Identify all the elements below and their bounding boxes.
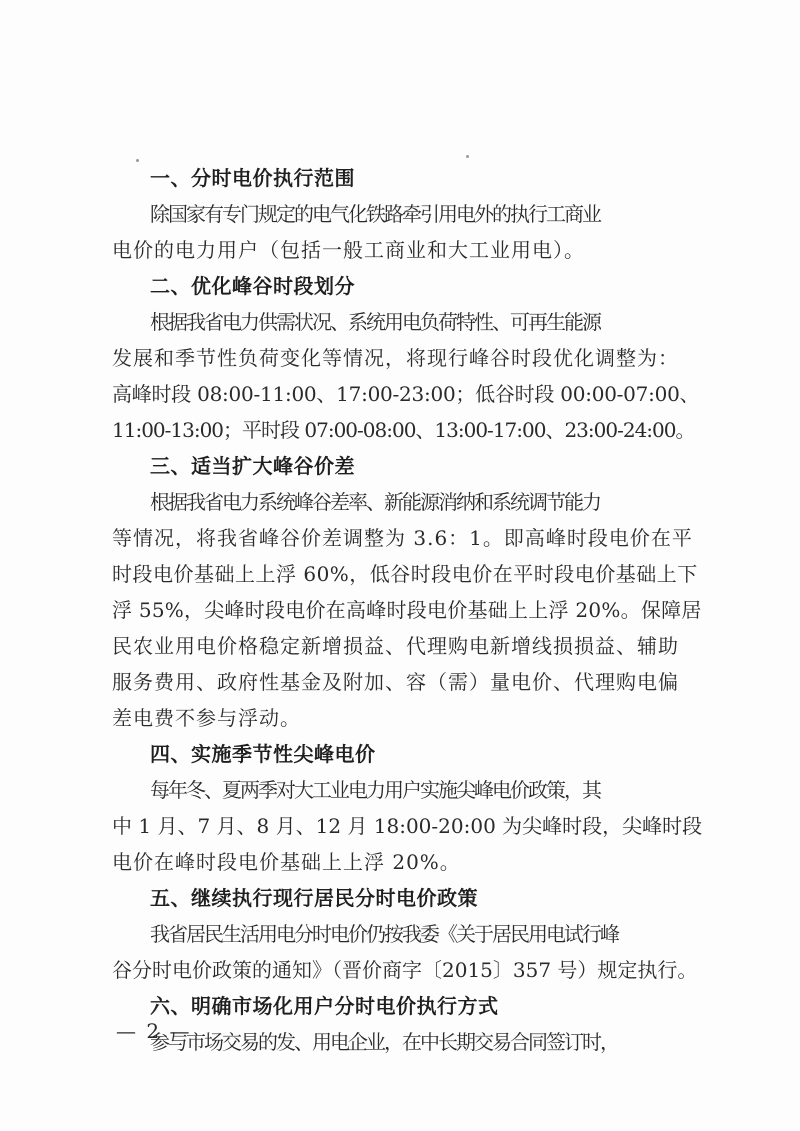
paragraph-line: 参与市场交易的发、用电企业，在中长期交易合同签订时， — [150, 1030, 618, 1054]
paragraph-line: 除国家有专门规定的电气化铁路牵引用电外的执行工商业 — [150, 202, 600, 226]
paragraph-line: 11:00-13:00；平时段 07:00-08:00、13:00-17:00、23:00-24:00。 — [112, 418, 695, 442]
paragraph-line: 电价在峰时段电价基础上上浮 20%。 — [112, 850, 461, 874]
paragraph-line: 中 1 月、7 月、8 月、12 月 18:00-20:00 为尖峰时段，尖峰时段 — [112, 814, 703, 838]
paragraph-line: 浮 55%，尖峰时段电价在高峰时段电价基础上上浮 20%。保障居 — [112, 598, 702, 622]
paragraph-line: 差电费不参与浮动。 — [112, 706, 301, 730]
paragraph-line: 每年冬、夏两季对大工业电力用户实施尖峰电价政策，其 — [150, 778, 600, 802]
section-heading: 三、适当扩大峰谷价差 — [150, 454, 355, 478]
section-paragraph — [112, 304, 702, 448]
section-heading: 一、分时电价执行范围 — [150, 166, 355, 190]
paragraph-line: 服务费用、政府性基金及附加、容（需）量电价、代理购电偏 — [112, 670, 679, 694]
paragraph-line: 等情况，将我省峰谷价差调整为 3.6：1。即高峰时段电价在平 — [112, 526, 693, 550]
scan-mark — [466, 155, 469, 158]
section-heading: 四、实施季节性尖峰电价 — [150, 742, 376, 766]
document-body — [112, 160, 702, 1060]
section-heading: 五、继续执行现行居民分时电价政策 — [150, 886, 478, 910]
paragraph-line: 我省居民生活用电分时电价仍按我委《关于居民用电试行峰 — [150, 922, 618, 946]
paragraph-line: 时段电价基础上上浮 60%，低谷时段电价在平时段电价基础上下 — [112, 562, 698, 586]
page-number: — 2 — — [116, 1019, 192, 1043]
paragraph-line: 电价的电力用户（包括一般工商业和大工业用电）。 — [112, 238, 585, 262]
section-paragraph — [112, 1024, 702, 1060]
section-paragraph — [112, 196, 702, 268]
paragraph-line: 发展和季节性负荷变化等情况，将现行峰谷时段优化调整为： — [112, 346, 679, 370]
section-paragraph — [112, 916, 702, 988]
paragraph-line: 民农业用电价格稳定新增损益、代理购电新增线损损益、辅助 — [112, 634, 679, 658]
section-paragraph — [112, 772, 702, 880]
section-heading: 六、明确市场化用户分时电价执行方式 — [150, 994, 499, 1018]
paragraph-line: 谷分时电价政策的通知》（晋价商字〔2015〕357 号）规定执行。 — [112, 958, 698, 982]
paragraph-line: 高峰时段 08:00-11:00、17:00-23:00；低谷时段 00:00-07:00、 — [112, 382, 700, 406]
section-paragraph — [112, 484, 702, 736]
paragraph-line: 根据我省电力系统峰谷差率、新能源消纳和系统调节能力 — [150, 490, 600, 514]
section-heading: 二、优化峰谷时段划分 — [150, 274, 355, 298]
paragraph-line: 根据我省电力供需状况、系统用电负荷特性、可再生能源 — [150, 310, 600, 334]
